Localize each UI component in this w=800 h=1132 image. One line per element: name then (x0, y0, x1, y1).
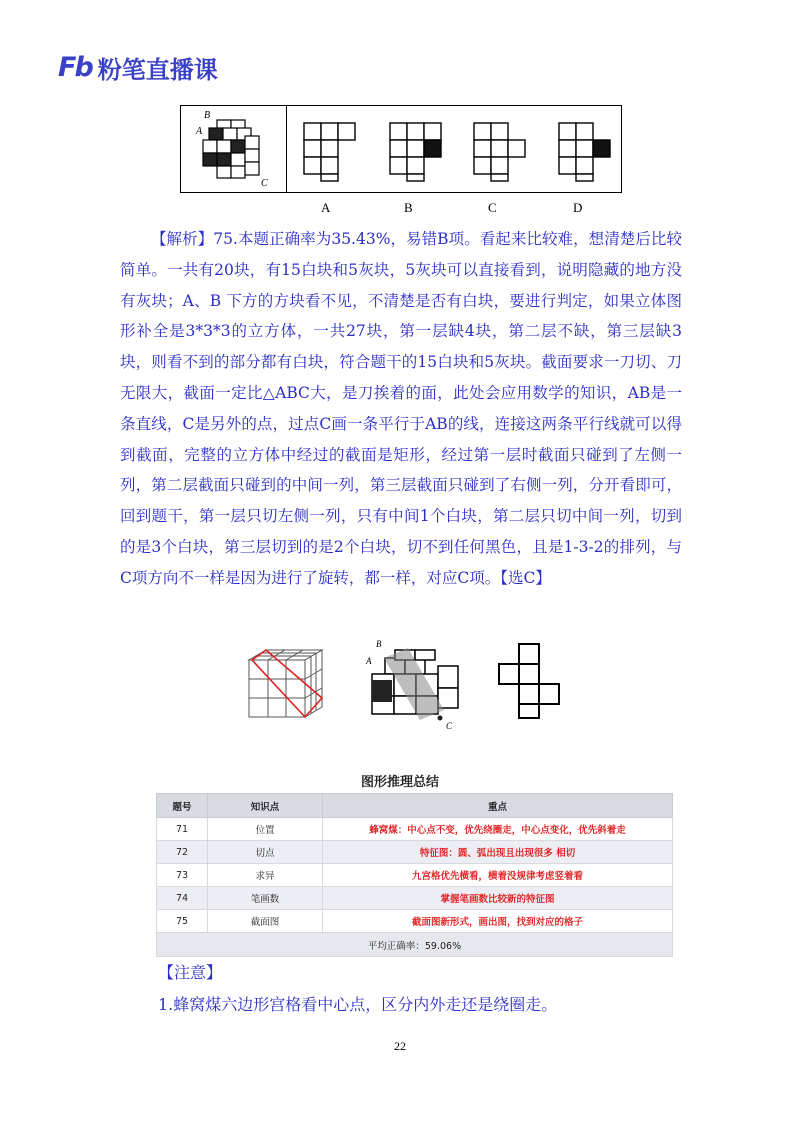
table-row (157, 841, 673, 864)
row-num: 72 (157, 841, 208, 864)
row-topic: 位置 (208, 818, 323, 841)
options-figure (286, 106, 621, 192)
row-key: 特征图：圆、弧出现且出现很多 相切 (323, 841, 673, 864)
row-topic: 切点 (208, 841, 323, 864)
table-row (157, 818, 673, 841)
row-key: 蜂窝煤：中心点不变，优先绕圈走，中心点变化，优先斜着走 (323, 818, 673, 841)
row-num: 71 (157, 818, 208, 841)
average-accuracy: 平均正确率：59.06% (157, 933, 673, 957)
analysis-section (120, 224, 682, 594)
logo-text: 粉笔直播课 (97, 56, 218, 84)
note-item: 1.蜂窝煤六边形宫格看中心点，区分内外走还是绕圈走。 (158, 995, 558, 1014)
header-key: 重点 (323, 794, 673, 818)
option-label-d: D (573, 200, 583, 215)
row-key: 九宫格优先横看，横着没规律考虑竖着看 (323, 864, 673, 887)
point-label-b: B (204, 110, 211, 121)
question-figure (180, 105, 622, 193)
analysis-text: 【解析】75.本题正确率为35.43%，易错B项。看起来比较难，想清楚后比较简单。一共有20块，有15白块和5灰块，5灰块可以直接看到，说明隐藏的地方没有灰块；A、B 下方的方块看不见，不清楚是否有白块，要进行判定，如果立体图形补全是3*3*3的立方体，一共27块，第一层缺4块，第二层不缺，第三层缺3块，则看不到的部分都有白块，符合题干的15白块和5灰块。截面要求一刀切、刀无限大，截面一定比△ABC大，是刀挨着的面，此处会应用数学的知识，AB是一条直线，C是另外的点，过点C画一条平行于AB的线，连接这两条平行线就可以得到截面，完整的立方体中经过的截面是矩形，经过第一层时截面只碰到了左侧一列，第二层截面只碰到的中间一列，第三层截面只碰到了右侧一列，分开看即可，回到题干，第一层只切左侧一列，只有中间1个白块，第二层只切中间一列，切到的是3个白块，第三层切到的是2个白块，切不到任何黑色，且是1-3-2的排列，与C项方向不一样是因为进行了旋转，都一样，对应C项。【选C】 (120, 230, 682, 587)
table-header-row (157, 794, 673, 818)
page-number: 22 (394, 1039, 406, 1053)
cube-stack-figure (181, 106, 286, 192)
point-label-a: A (196, 126, 203, 137)
table-row (157, 887, 673, 910)
row-key: 掌握笔画数比较新的特征图 (323, 887, 673, 910)
logo-mark: Fb (58, 52, 92, 83)
header-topic: 知识点 (208, 794, 323, 818)
row-num: 73 (157, 864, 208, 887)
section-diagrams (0, 640, 800, 730)
table-row (157, 864, 673, 887)
row-num: 75 (157, 910, 208, 933)
row-topic: 截面图 (208, 910, 323, 933)
section-label-b: B (376, 640, 382, 649)
row-key: 截面图新形式，画出图，找到对应的格子 (323, 910, 673, 933)
option-label-c: C (488, 200, 497, 215)
section-label-c: C (446, 721, 453, 730)
table-row (157, 910, 673, 933)
row-topic: 求异 (208, 864, 323, 887)
point-label-c: C (261, 178, 268, 189)
option-label-a: A (321, 200, 331, 215)
header-num: 题号 (157, 794, 208, 818)
row-num: 74 (157, 887, 208, 910)
brand-logo (58, 50, 218, 85)
section-label-a: A (366, 656, 372, 666)
summary-table (156, 793, 673, 957)
average-row (157, 933, 673, 957)
summary-table-title: 图形推理总结 (360, 775, 439, 790)
row-topic: 笔画数 (208, 887, 323, 910)
notes-heading: 【注意】 (158, 963, 223, 982)
option-label-b: B (404, 200, 413, 215)
explanation-figures (0, 640, 800, 730)
